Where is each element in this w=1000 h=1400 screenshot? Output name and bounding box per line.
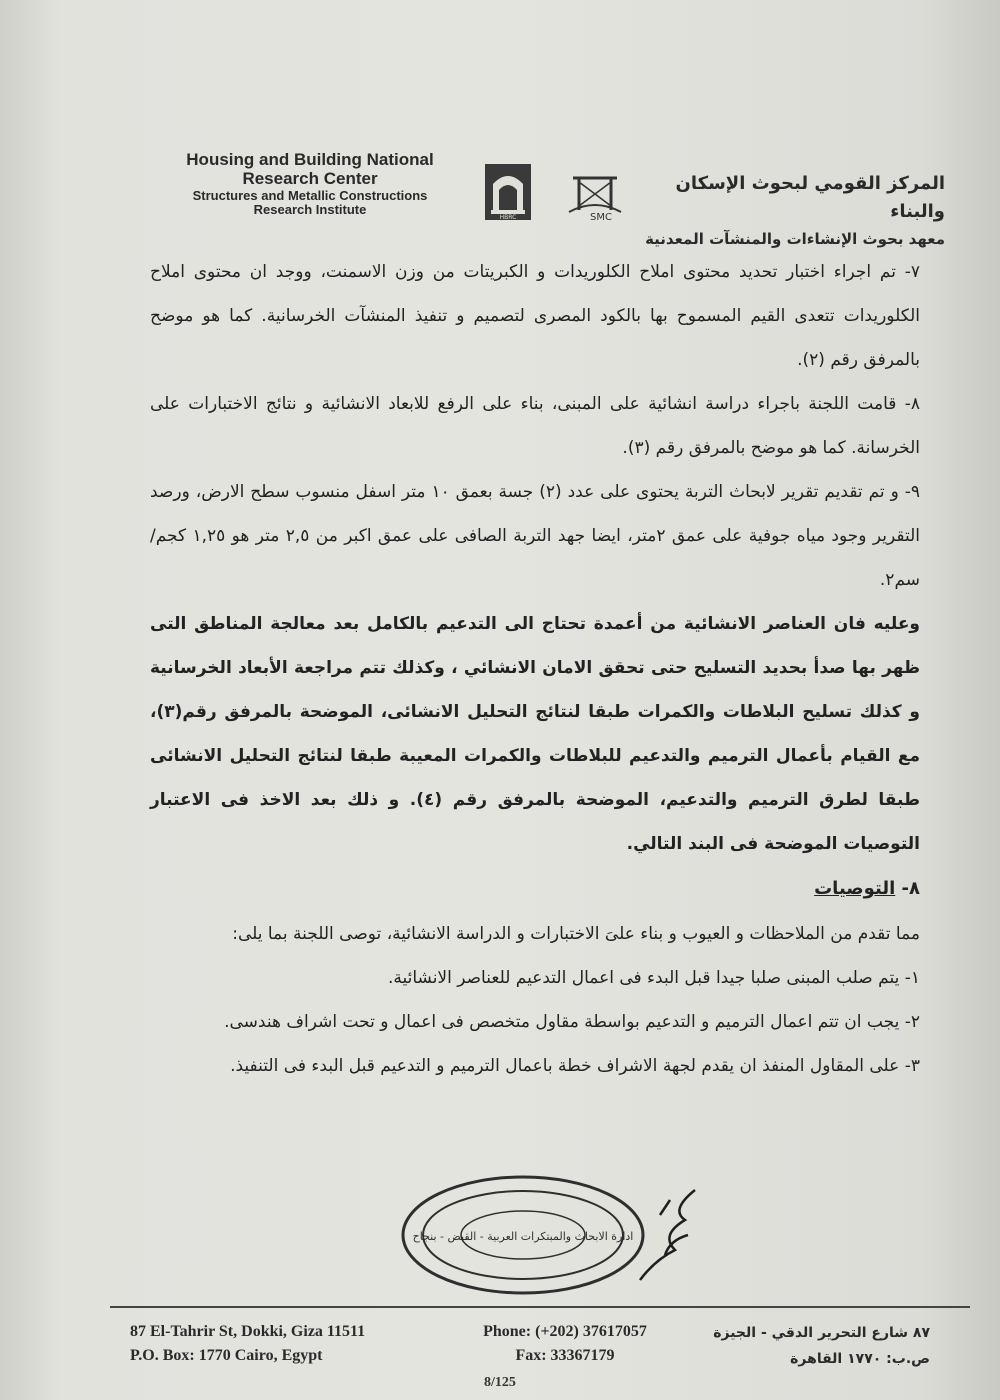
recommendation-1: ١- يتم صلب المبنى صلبا جيدا قبل البدء فى اعمال التدعيم للعناصر الانشائية.: [387, 968, 920, 988]
footer-contact: [455, 1320, 675, 1368]
footer-street-en: 87 El-Tahrir St, Dokki, Giza 11511: [130, 1323, 366, 1340]
header-en-line3: Structures and Metallic Constructions: [192, 188, 428, 203]
hbrc-logo-label: HBRC: [499, 214, 517, 221]
footer-pobox-en: P.O. Box: 1770 Cairo, Egypt: [130, 1347, 323, 1364]
section-title: التوصيات: [814, 878, 896, 899]
header-en-line2: Research Center: [242, 169, 378, 188]
stamp-text: ادارة الابحاث والمبتكرات العربية - القبض - بنجاح: [412, 1230, 634, 1243]
smc-logo-label: SMC: [590, 212, 612, 223]
footer-phone: Phone: (+202) 37617057: [483, 1323, 647, 1340]
recommendations-intro: مما تقدم من الملاحظات و العيوب و بناء علىَ الاختبارات و الدراسة الانشائية، توصى اللجنة بما يلى:: [232, 924, 920, 944]
recommendations-heading: [150, 866, 920, 912]
footer-address-english: [130, 1320, 440, 1368]
section-number: ٨-: [895, 878, 920, 899]
finding-9: ٩- و تم تقديم تقرير لابحاث التربة يحتوى على عدد (٢) جسة بعمق ١٠ متر اسفل منسوب سطح الارض، ورصد التقرير وجود مياه جوفية على عمق ٢متر، ايضا جهد التربة الصافى على عمق اكبر من ٢,٥ متر هو ١,٢٥ كجم/سم٢.: [150, 482, 920, 590]
header-english: [150, 150, 470, 217]
page-number: 8/125: [484, 1375, 516, 1390]
report-body: [150, 250, 920, 1088]
finding-8: ٨- قامت اللجنة باجراء دراسة انشائية على المبنى، بناء على الرفع للابعاد الانشائية و نتائج الاختبارات على الخرسانة. كما هو موضح بالمرفق رقم (٣).: [150, 394, 920, 458]
header-en-line1: Housing and Building National: [186, 150, 434, 169]
signature: [600, 1180, 710, 1290]
footer-fax: Fax: 33367179: [515, 1347, 615, 1364]
recommendation-2: ٢- يجب ان تتم اعمال الترميم و التدعيم بواسطة مقاول متخصص فى اعمال و تحت اشراف هندسى.: [224, 1012, 920, 1032]
header-ar-line1: المركز القومي لبحوث الإسكان والبناء: [675, 173, 945, 222]
header-ar-line2: معهد بحوث الإنشاءات والمنشآت المعدنية: [645, 230, 945, 248]
header-en-line4: Research Institute: [253, 202, 367, 217]
footer-address-arabic: [690, 1320, 930, 1372]
conclusion-paragraph: وعليه فان العناصر الانشائية من أعمدة تحتاج الى التدعيم بالكامل بعد معالجة المناطق التى ظهر بها صدأ بحديد التسليح حتى تحقق الامان الانشائي ، وكذلك تتم مراجعة الأبعاد الخرسانية و كذلك تسليح البلاطات والكمرات طبقا لنتائج التحليل الانشائى، الموضحة بالمرفق رقم(٣)، مع القيام بأعمال الترميم والتدعيم للبلاطات والكمرات المعيبة طبقا لنتائج التحليل الانشائى طبقا لطرق الترميم والتدعيم، الموضحة بالمرفق رقم (٤). و ذلك بعد الاخذ فى الاعتبار التوصيات الموضحة فى البند التالي.: [150, 614, 920, 854]
finding-7: ٧- تم اجراء اختبار تحديد محتوى املاح الكلوريدات و الكبريتات من وزن الاسمنت، ووجد ان محتوى املاح الكلوريدات تتعدى القيم المسموح بها بالكود المصرى لتصميم و تنفيذ المنشآت الخرسانية. كما هو موضح بالمرفق رقم (٢).: [150, 262, 920, 370]
footer-street-ar: ٨٧ شارع التحرير الدقي - الجيزة: [713, 1325, 930, 1341]
header-arabic: [615, 170, 945, 252]
footer-pobox-ar: ص.ب: ١٧٧٠ القاهرة: [790, 1351, 930, 1367]
footer-divider: [110, 1306, 970, 1308]
recommendation-3: ٣- على المقاول المنفذ ان يقدم لجهة الاشراف خطة باعمال الترميم و التدعيم قبل البدء فى التنفيذ.: [230, 1056, 920, 1076]
hbrc-logo: [483, 162, 533, 222]
